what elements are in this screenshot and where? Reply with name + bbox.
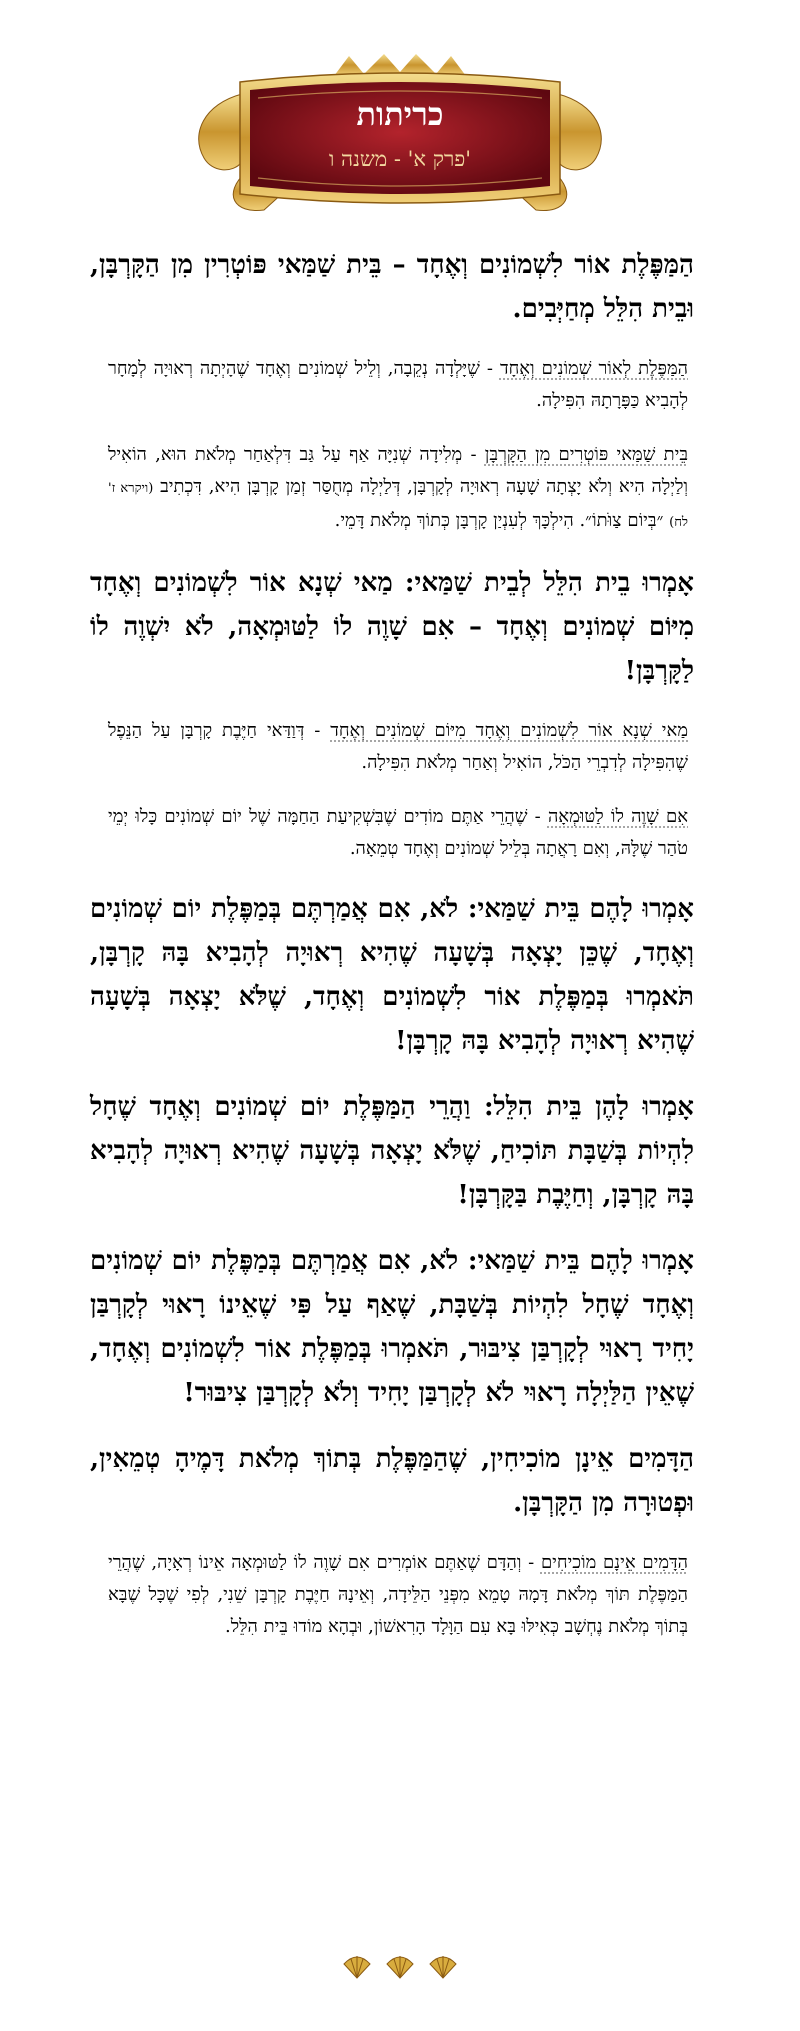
- dibur-hamatchil: אִם שָׁוֶה לוֹ לַטּוּמְאָה: [547, 806, 688, 827]
- page-subtitle: פרק א' - משנה ו': [328, 147, 472, 171]
- mishna-paragraph: אָמְרוּ בֵית הִלֵּל לְבֵית שַׁמַּאי: מַאי שְׁנָא אוֹר לִשְׁמוֹנִים וְאֶחָד מִיּוֹם שְׁמוֹנִים וְאֶחָד – אִם שָׁוֶה לוֹ לַטּוּמְאָה, לֹא יִשְׁוֶה לוֹ לַקָּרְבָּן!: [90, 568, 694, 686]
- mishna-paragraph: הַמַּפֶּלֶת אוֹר לִשְׁמוֹנִים וְאֶחָד – בֵּית שַׁמַּאי פּוֹטְרִין מִן הַקָּרְבָּן, וּבֵית הִלֵּל מְחַיְּבִים.: [90, 250, 694, 324]
- verse-reference: (ויקרא ז' לח): [108, 481, 688, 530]
- mishna-paragraph: אָמְרוּ לָהֶן בֵּית הִלֵּל: וַהֲרֵי הַמַּפֶּלֶת יוֹם שְׁמוֹנִים וְאֶחָד שֶׁחָל לִהְיוֹת בְּשַׁבָּת תּוֹכִיחַ, שֶׁלֹּא יָצְאָה בְּשָׁעָה שֶׁהִיא רְאוּיָה לְהָבִיא בָּהּ קָרְבָּן, וְחַיֶּבֶת בַּקָּרְבָּן!: [90, 1092, 694, 1210]
- commentary-paragraph: אִם שָׁוֶה לוֹ לַטּוּמְאָה - שֶׁהֲרֵי אַתֶּם מוֹדִים שֶׁבִּשְׁקִיעַת הַחַמָּה שֶׁל יוֹם שְׁמוֹנִים כָּלוּ יְמֵי טֹהַר שֶׁלָּהּ, וְאִם רָאֲתָה בְּלֵיל שְׁמוֹנִים וְאֶחָד טְמֵאָה.: [108, 806, 688, 859]
- commentary-paragraph: הַמַּפֶּלֶת לְאוֹר שְׁמוֹנִים וְאֶחָד - שֶׁיָּלְדָה נְקֵבָה, וְלֵיל שְׁמוֹנִים וְאֶחָד שֶׁהָיְתָה רְאוּיָה לְמָחָר לְהָבִיא כַּפָּרָתָהּ הִפִּילָה.: [108, 358, 688, 411]
- mishna-content: [90, 243, 714, 1665]
- dibur-hamatchil: הַדָּמִים אֵינָם מוֹכִיחִים: [540, 1552, 688, 1573]
- footer-ornament: [0, 1954, 800, 1984]
- dibur-hamatchil: מַאי שְׁנָא אוֹר לִשְׁמוֹנִים וְאֶחָד מִיּוֹם שְׁמוֹנִים וְאֶחָד: [330, 720, 689, 741]
- dibur-hamatchil: הַמַּפֶּלֶת לְאוֹר שְׁמוֹנִים וְאֶחָד: [499, 358, 688, 379]
- commentary-paragraph: בֵּית שַׁמַּאי פּוֹטְרִים מִן הַקָּרְבָּן - מְלִידָה שְׁנִיָּה אַף עַל גַּב דִּלְאַחַר מְלֹאת הוּא, הוֹאִיל וְלַיְלָה הִיא וְלֹא יָצְתָה שָׁעָה רְאוּיָה לְקָרְבָּן, דְּלַיְלָה מְחֻסַּר זְמַן קָרְבָּן הִיא, דִּכְתִיב (ויקרא ז' לח) ״בְּיוֹם צַוֹּתוֹ״. הִילְכָּךְ לְעִנְיַן קָרְבָּן כְּתוֹךְ מְלֹאת דָּמֵי.: [108, 444, 689, 531]
- shell-ornament-icon: [428, 1954, 458, 1984]
- banner-frame: [184, 54, 616, 222]
- header-banner: [184, 54, 616, 222]
- dibur-hamatchil: בֵּית שַׁמַּאי פּוֹטְרִים מִן הַקָּרְבָּן: [484, 444, 689, 465]
- shell-ornament-icon: [385, 1954, 415, 1984]
- commentary-paragraph: הַדָּמִים אֵינָם מוֹכִיחִים - וְהַדָּם שֶׁאַתֶּם אוֹמְרִים אִם שָׁוֶה לוֹ לַטּוּמְאָה אֵינוֹ רְאָיָה, שֶׁהֲרֵי הַמַּפֶּלֶת תּוֹךְ מְלֹאת דָּמָהּ טָמֵא מִפְּנֵי הַלֵּידָה, וְאֵינָהּ חַיֶּבֶת קָרְבָּן שֵׁנִי, לְפִי שֶׁכָּל שֶׁבָּא בְּתוֹךְ מְלֹאת נֶחְשָׁב כְּאִילּוּ בָּא עִם הַוָּלָד הָרִאשׁוֹן, וּבְהָא מוֹדוּ בֵּית הִלֵּל.: [108, 1552, 688, 1637]
- page-title: כריתות: [356, 95, 444, 133]
- mishna-paragraph: אָמְרוּ לָהֶם בֵּית שַׁמַּאי: לֹא, אִם אֲמַרְתֶּם בְּמַפֶּלֶת יוֹם שְׁמוֹנִים וְאֶחָד, שֶׁכֵּן יָצְאָה בְּשָׁעָה שֶׁהִיא רְאוּיָה לְהָבִיא בָּהּ קָרְבָּן, תֹּאמְרוּ בְּמַפֶּלֶת אוֹר לִשְׁמוֹנִים וְאֶחָד, שֶׁלֹּא יָצְאָה בְּשָׁעָה שֶׁהִיא רְאוּיָה לְהָבִיא בָּהּ קָרְבָּן!: [90, 894, 694, 1056]
- shell-ornament-icon: [342, 1954, 372, 1984]
- mishna-paragraph: הַדָּמִים אֵינָן מוֹכִיחִין, שֶׁהַמַּפֶּלֶת בְּתוֹךְ מְלֹאת דָּמֶיהָ טְמֵאִין, וּפְטוּרָה מִן הַקָּרְבָּן.: [90, 1444, 694, 1518]
- commentary-paragraph: מַאי שְׁנָא אוֹר לִשְׁמוֹנִים וְאֶחָד מִיּוֹם שְׁמוֹנִים וְאֶחָד - דְּוַדַּאי חַיֶּבֶת קָרְבָּן עַל הַנֵּפֶל שֶׁהִפִּילָה לְדִבְרֵי הַכֹּל, הוֹאִיל וְאַחַר מְלֹאת הִפִּילָה.: [108, 720, 689, 773]
- mishna-paragraph: אָמְרוּ לָהֶם בֵּית שַׁמַּאי: לֹא, אִם אֲמַרְתֶּם בְּמַפֶּלֶת יוֹם שְׁמוֹנִים וְאֶחָד שֶׁחָל לִהְיוֹת בְּשַׁבָּת, שֶׁאַף עַל פִּי שֶׁאֵינוֹ רָאוּי לְקָרְבַּן יָחִיד רָאוּי לְקָרְבַּן צִיבּוּר, תֹּאמְרוּ בְּמַפֶּלֶת אוֹר לִשְׁמוֹנִים וְאֶחָד, שֶׁאֵין הַלַּיְלָה רָאוּי לֹא לְקָרְבַּן יָחִיד וְלֹא לְקָרְבַּן צִיבּוּר!: [90, 1246, 694, 1408]
